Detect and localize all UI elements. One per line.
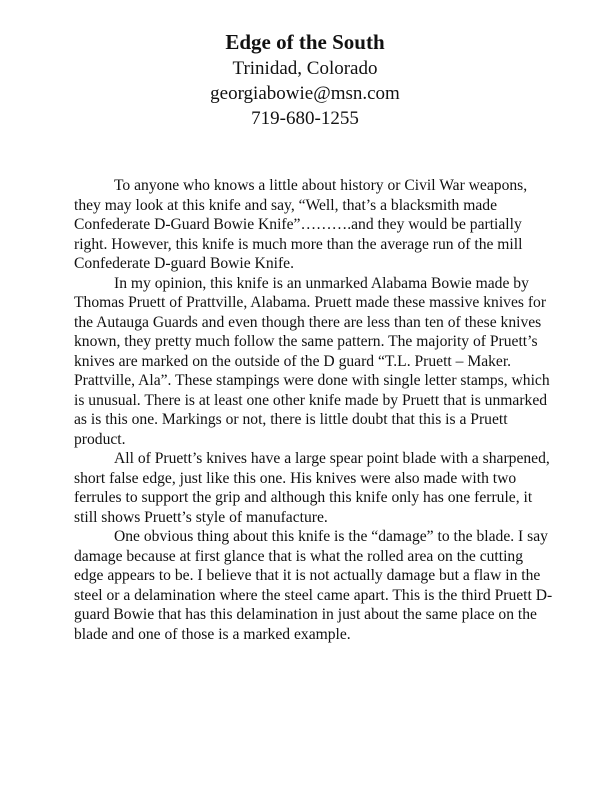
paragraph-1: To anyone who knows a little about history or Civil War weapons, they may look at this knife and say, “Well, that’s a blacksmith made Confederate D-Guard Bowie Knife”……….and they would be partially right. However, this knife is much more than the average run of the mill Confederate D-guard Bowie Knife. (74, 177, 528, 272)
article-body (74, 176, 554, 644)
business-name: Edge of the South (225, 30, 385, 54)
paragraph-4: One obvious thing about this knife is the “damage” to the blade. I say damage because at first glance that is what the rolled area on the cutting edge appears to be. I believe that it is not actually damage but a flaw in the steel or a delamination where the steel came apart. This is the third Pruett D-guard Bowie that has this delamination in just about the same place on the blade and one of those is a marked example. (74, 528, 553, 643)
business-location: Trinidad, Colorado (232, 58, 378, 79)
paragraph-2: In my opinion, this knife is an unmarked Alabama Bowie made by Thomas Pruett of Prattville, Alabama. Pruett made these massive knives for the Autauga Guards and even though there are less than ten of these knives known, they pretty much follow the same pattern. The majority of Pruett’s knives are marked on the outside of the D guard “T.L. Pruett – Maker. Prattville, Ala”. These stampings were done with single letter stamps, which is unusual. There is at least one other knife made by Pruett that is unmarked as is this one. Markings or not, there is little doubt that this is a Pruett product. (74, 274, 550, 448)
business-email: georgiabowie@msn.com (210, 83, 400, 104)
business-phone: 719-680-1255 (251, 108, 359, 129)
paragraph-3: All of Pruett’s knives have a large spear point blade with a sharpened, short false edge, just like this one. His knives were also made with two ferrules to support the grip and although this knife only has one ferrule, it still shows Pruett’s style of manufacture. (74, 450, 550, 526)
letterhead (0, 28, 610, 131)
